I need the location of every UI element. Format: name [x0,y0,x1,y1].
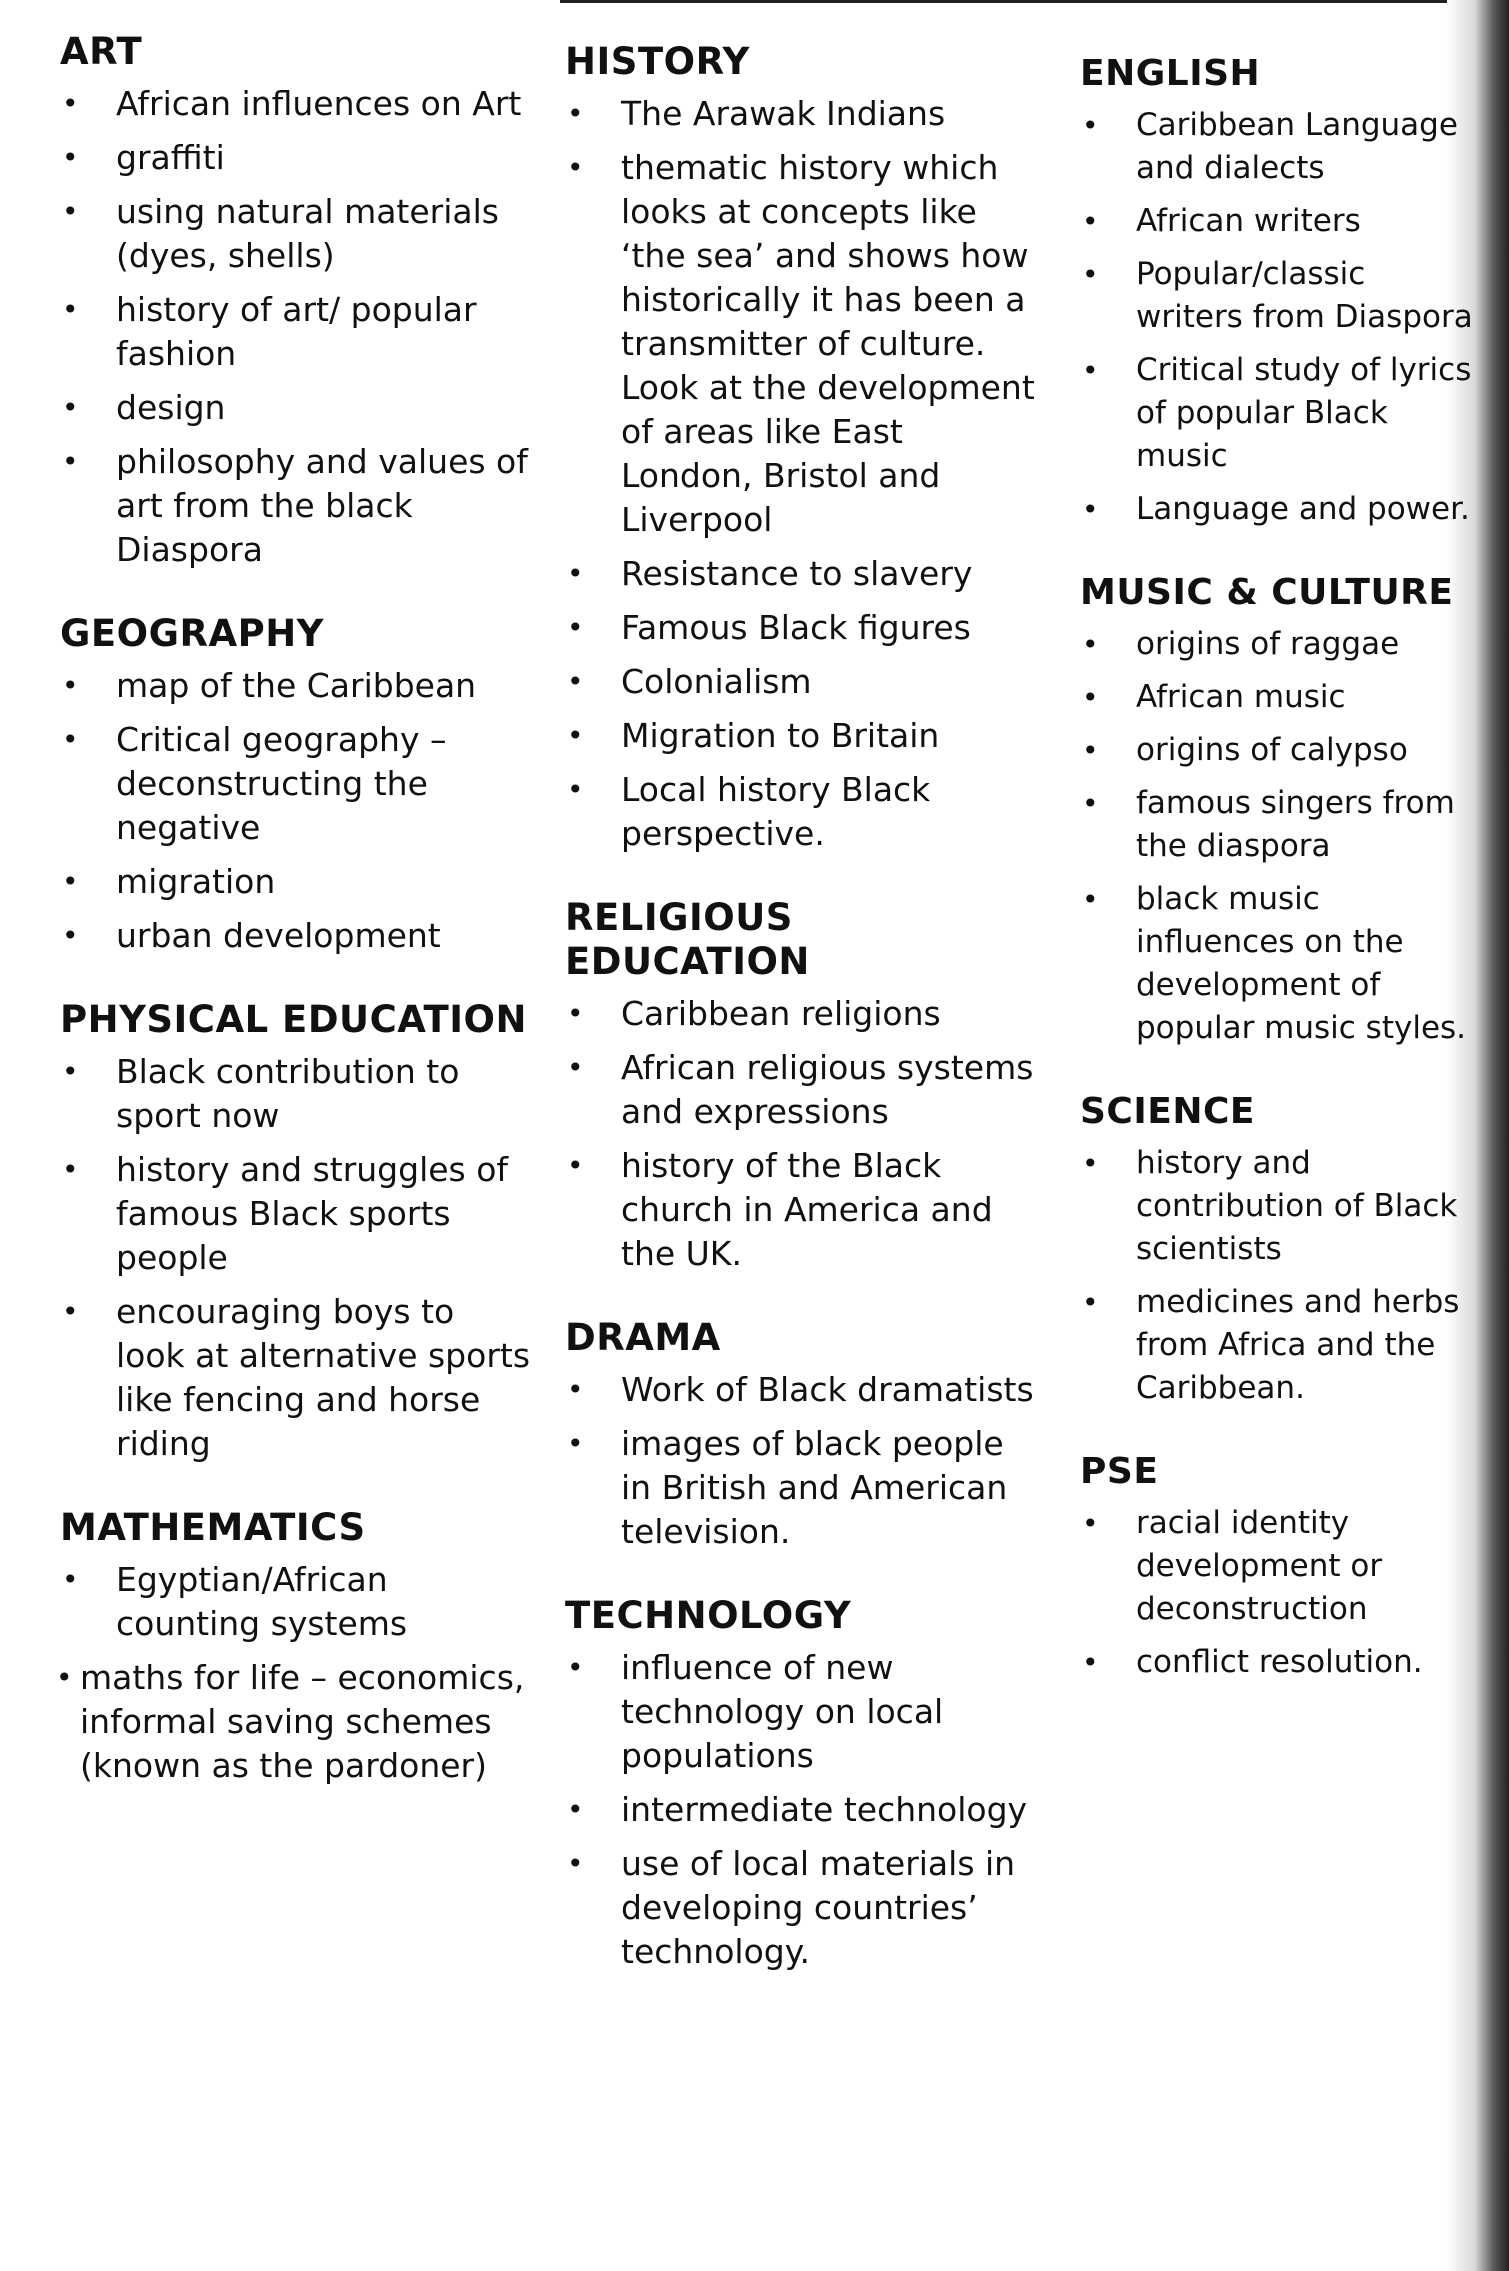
list-item: • urban development [60,914,530,958]
list-item: • Black contribution to sport now [60,1050,530,1138]
section-heading: MUSIC & CULTURE [1080,572,1454,613]
list-item: • Caribbean religions [565,992,1035,1036]
top-rule [560,0,1460,3]
list-item: • famous singers from the diaspora [1080,782,1480,868]
section-religious-education [565,896,1035,1276]
list-item: • Critical study of lyrics of popular Black music [1080,349,1480,478]
list-item: • Language and power. [1080,488,1480,531]
list-item: • thematic history which looks at concepts like ‘the sea’ and shows how historically it has been a transmitter of culture. Look at the development of areas like East London, Bristol and Liverpool [565,146,1035,542]
section-science [1080,1090,1480,1410]
section-history [565,40,1035,856]
section-heading: GEOGRAPHY [60,612,324,655]
bullet-list [60,664,530,958]
list-item: • Work of Black dramatists [565,1368,1035,1412]
list-item: • African religious systems and expressions [565,1046,1035,1134]
bullet-list [1080,623,1480,1050]
list-item: • images of black people in British and American television. [565,1422,1035,1554]
section-heading: HISTORY [565,40,750,83]
list-item: • history of the Black church in America and the UK. [565,1144,1035,1276]
list-item: • Popular/classic writers from Diaspora [1080,253,1480,339]
bullet-list [60,82,530,572]
section-music-culture [1080,571,1480,1050]
list-item: • using natural materials (dyes, shells) [60,190,530,278]
list-item: • graffiti [60,136,530,180]
list-item: • philosophy and values of art from the black Diaspora [60,440,530,572]
section-technology [565,1594,1035,1974]
section-heading: RELIGIOUS EDUCATION [565,896,810,983]
list-item: • Resistance to slavery [565,552,1035,596]
list-item: • history of art/ popular fashion [60,288,530,376]
list-item: • design [60,386,530,430]
bullet-list [1080,104,1480,531]
list-item: • African music [1080,676,1480,719]
section-heading: PHYSICAL EDUCATION [60,998,527,1041]
bullet-list [565,92,1035,856]
list-item: • black music influences on the development of popular music styles. [1080,878,1480,1050]
list-item: • map of the Caribbean [60,664,530,708]
section-heading: SCIENCE [1080,1091,1255,1132]
list-item: • Migration to Britain [565,714,1035,758]
list-item: • influence of new technology on local populations [565,1646,1035,1778]
list-item: • history and struggles of famous Black sports people [60,1148,530,1280]
section-geography [60,612,530,958]
section-mathematics [60,1506,530,1788]
list-item: • African influences on Art [60,82,530,126]
column-1 [60,30,530,1828]
list-item: • conflict resolution. [1080,1641,1480,1684]
list-item: • encouraging boys to look at alternative sports like fencing and horse riding [60,1290,530,1466]
section-heading: ENGLISH [1080,53,1261,94]
section-heading: ART [60,30,143,73]
list-item: • Critical geography – deconstructing the negative [60,718,530,850]
list-item: • origins of raggae [1080,623,1480,666]
column-3 [1080,52,1480,1724]
list-item: • Famous Black figures [565,606,1035,650]
section-heading: DRAMA [565,1316,721,1359]
list-item: • migration [60,860,530,904]
list-item: • The Arawak Indians [565,92,1035,136]
list-item: • African writers [1080,200,1480,243]
section-art [60,30,530,572]
list-item: • history and contribution of Black scientists [1080,1142,1480,1271]
list-item: • use of local materials in developing countries’ technology. [565,1842,1035,1974]
bullet-list [1080,1142,1480,1410]
list-item: • intermediate technology [565,1788,1035,1832]
bullet-list [60,1558,530,1788]
bullet-list [1080,1502,1480,1684]
bullet-list [60,1050,530,1466]
section-heading: MATHEMATICS [60,1506,366,1549]
section-drama [565,1316,1035,1554]
bullet-list [565,992,1035,1276]
list-item: • origins of calypso [1080,729,1480,772]
bullet-list [565,1368,1035,1554]
list-item: • maths for life – economics, informal saving schemes (known as the pardoner) [60,1656,530,1788]
section-physical-education [60,998,530,1466]
list-item: • medicines and herbs from Africa and the Caribbean. [1080,1281,1480,1410]
section-heading: PSE [1080,1451,1159,1492]
list-item: • racial identity development or deconstruction [1080,1502,1480,1631]
list-item: • Local history Black perspective. [565,768,1035,856]
list-item: • Caribbean Language and dialects [1080,104,1480,190]
section-heading: TECHNOLOGY [565,1594,852,1637]
list-item: • Egyptian/African counting systems [60,1558,530,1646]
bullet-list [565,1646,1035,1974]
section-pse [1080,1450,1480,1684]
column-2 [565,40,1035,2014]
list-item: • Colonialism [565,660,1035,704]
section-english [1080,52,1480,531]
